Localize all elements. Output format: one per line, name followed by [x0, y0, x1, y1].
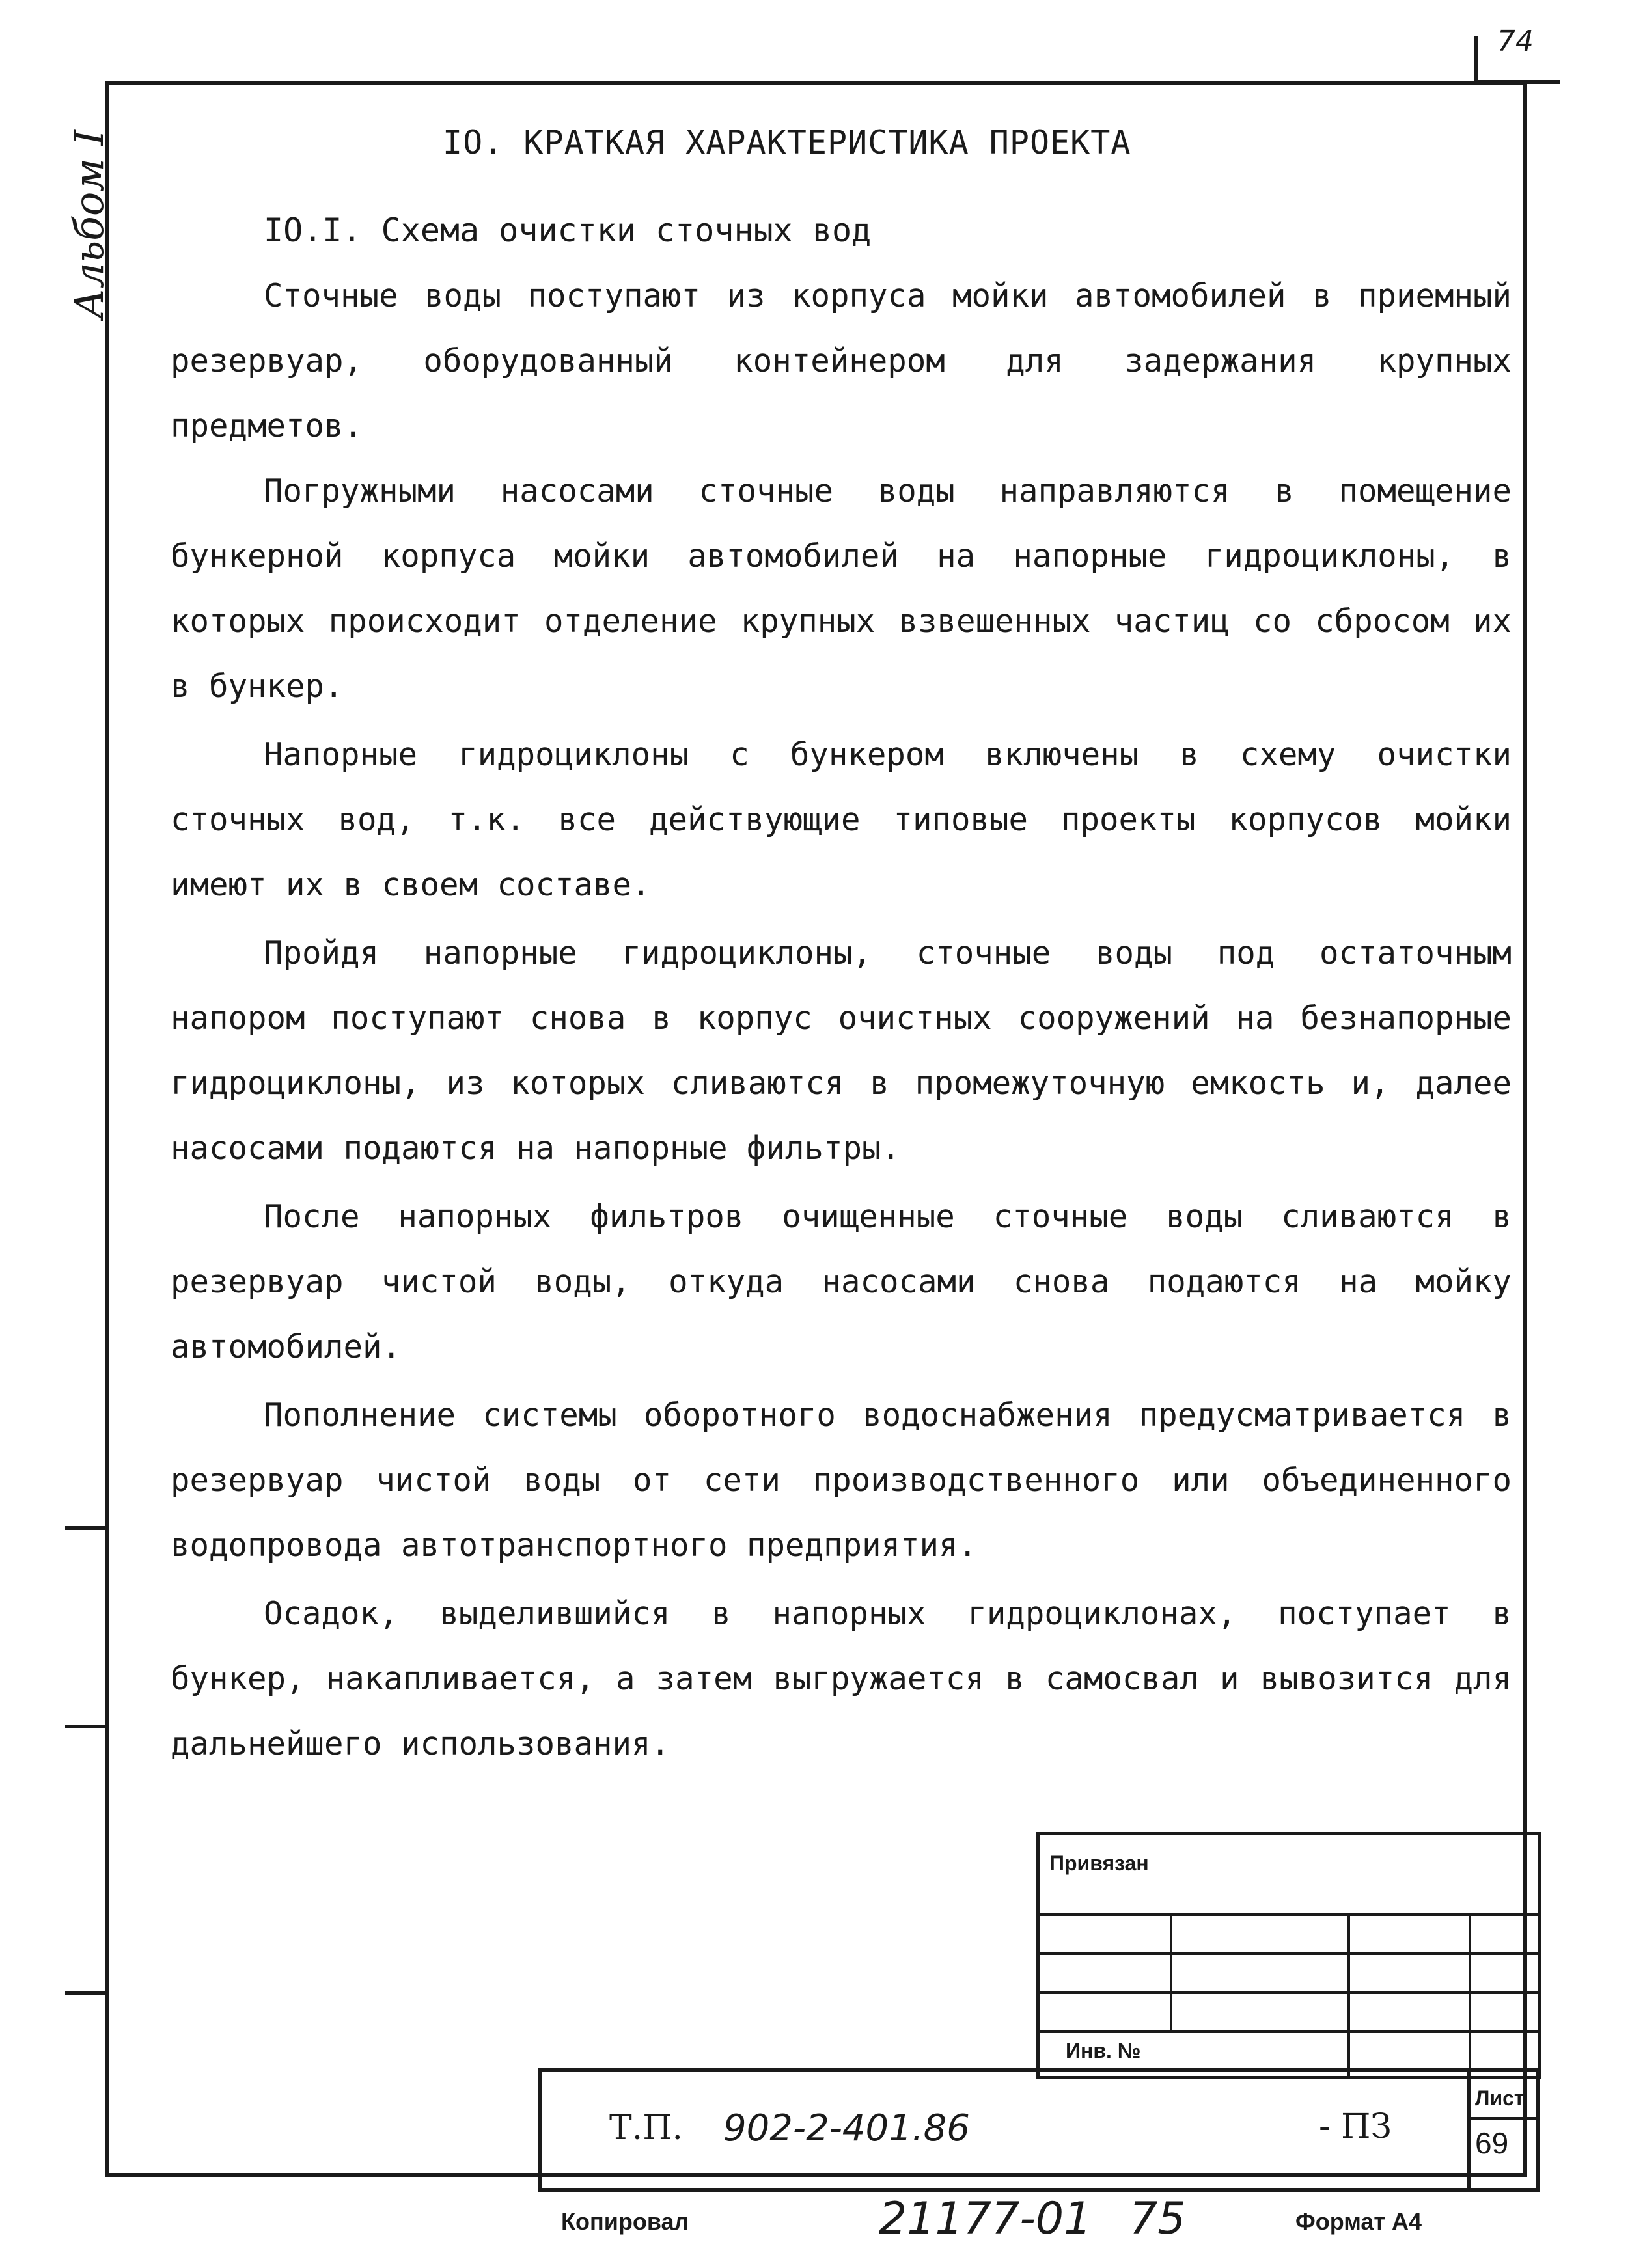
handwritten-page: 75 — [1129, 2193, 1186, 2245]
paragraph: Пройдя напорные гидроциклоны, сточные воды под остаточным напором поступают снова в корпус очистных сооружений на безнапорные гидроциклоны, из которых сливаются в промежуточную емкость и, далее насосами подаются на напорные фильтры. — [171, 935, 1512, 1167]
paragraph: Осадок, выделившийся в напорных гидроциклонах, поступает в бункер, накапливается, а затем выгружается в самосвал и вывозится для дальнейшего использования. — [171, 1595, 1512, 1762]
title-block — [538, 2068, 1540, 2192]
sheet-label: Лист — [1475, 2086, 1525, 2110]
stamp-privyazan-label: Привязан — [1049, 1851, 1149, 1875]
paragraph: Сточные воды поступают из корпуса мойки автомобилей в приемный резервуар, оборудованный контейнером для задержания крупных предметов. — [171, 277, 1512, 444]
paragraph: Погружными насосами сточные воды направляются в помещение бункерной корпуса мойки автомобилей на напорные гидроциклоны, в которых происходит отделение крупных взвешенных частиц со сбросом их в бункер. — [171, 472, 1512, 705]
sheet-number: 69 — [1475, 2126, 1509, 2160]
tp-label: Т.П. — [609, 2109, 684, 2148]
margin-tick — [65, 1725, 109, 1728]
document-mark: - ПЗ — [1319, 2107, 1392, 2146]
album-label: Альбом I — [65, 130, 113, 319]
format-label: Формат А4 — [1295, 2208, 1422, 2235]
handwritten-number: 21177-01 — [879, 2193, 1092, 2245]
paragraph: Пополнение системы оборотного водоснабжения предусматривается в резервуар чистой воды от сети производственного или объединенного водопровода автотранспортного предприятия. — [171, 1397, 1512, 1564]
binding-stamp — [1036, 1832, 1541, 2079]
section-heading: IO. КРАТКАЯ ХАРАКТЕРИСТИКА ПРОЕКТА — [443, 124, 1131, 161]
stamp-inventory-label: Инв. № — [1066, 2039, 1141, 2062]
top-edge-mark — [1474, 36, 1478, 83]
top-edge-extension — [1474, 80, 1560, 84]
paragraph: После напорных фильтров очищенные сточные воды сливаются в резервуар чистой воды, откуда насосами снова подаются на мойку автомобилей. — [171, 1198, 1512, 1365]
paragraph: Напорные гидроциклоны с бункером включены в схему очистки сточных вод, т.к. все действующие типовые проекты корпусов мойки имеют их в своем составе. — [171, 736, 1512, 903]
project-code: 902-2-401.86 — [723, 2107, 970, 2150]
section-subheading: IO.I. Схема очистки сточных вод — [264, 212, 872, 249]
margin-tick — [65, 1526, 109, 1530]
copied-label: Копировал — [561, 2208, 689, 2235]
corner-page-number: 74 — [1497, 25, 1534, 58]
margin-tick — [65, 1991, 109, 1995]
